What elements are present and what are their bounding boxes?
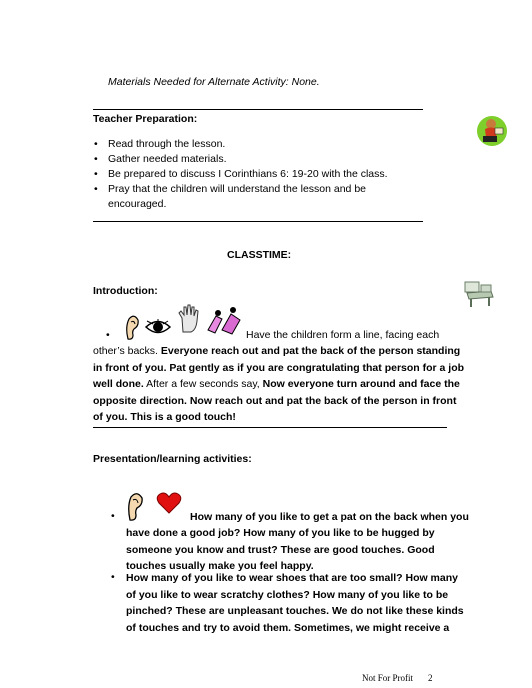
divider-2 <box>93 221 423 222</box>
materials-line: Materials Needed for Alternate Activity: None. <box>108 76 320 88</box>
intro-text-2: Everyone reach out and pat the back of the person standing <box>160 345 461 357</box>
intro-text-4: well done. <box>93 378 144 390</box>
intro-paragraph <box>93 343 513 426</box>
intro-text-6: Now everyone turn around and face the <box>262 378 460 390</box>
intro-text-5: After a few seconds say, <box>146 378 260 390</box>
intro-text-8: of you. This is a good touch! <box>93 411 236 423</box>
teacher-clipart-icon <box>476 114 508 150</box>
presentation-b1-line-4: touches usually make you feel happy. <box>126 560 314 572</box>
footer-text: Not For Profit <box>362 673 414 683</box>
teacher-prep-heading: Teacher Preparation: <box>93 113 198 125</box>
classtime-heading: CLASSTIME: <box>227 249 292 261</box>
presentation-b1-line-2: have done a good job? How many of you like to be hugged by <box>126 527 435 539</box>
presentation-heading: Presentation/learning activities: <box>93 453 252 465</box>
presentation-b2-line-2: of you like to wear scratchy clothes? How many of you like to be <box>126 588 449 601</box>
classroom-desk-icon <box>461 279 497 309</box>
presentation-bullet-1: • <box>111 510 115 522</box>
presentation-b1-line-3: someone you know and trust? These are good touches. Good <box>126 543 435 556</box>
presentation-b2-line-4: of touches and try to avoid them. Sometimes, we might receive a <box>126 621 450 634</box>
presentation-bullet-1-body <box>126 525 486 575</box>
divider-1 <box>93 109 423 110</box>
intro-line-1: Have the children form a line, facing each <box>246 329 440 341</box>
presentation-b2-line-1: How many of you like to wear shoes that are too small? How many <box>126 572 458 584</box>
prep-item-1: • Read through the lesson. <box>108 138 225 150</box>
divider-3 <box>93 427 447 428</box>
presentation-b2-line-3: pinched? These are unpleasant touches. We do not like these kinds <box>126 605 464 617</box>
presentation-bullet-1-line-1: How many of you like to get a pat on the back when you <box>190 511 469 523</box>
introduction-heading: Introduction: <box>93 285 158 297</box>
page-number: 2 <box>428 673 433 683</box>
intro-text-7: opposite direction. Now reach out and pat the back of the person in front <box>93 394 457 407</box>
prep-item-3: • Be prepared to discuss I Corinthians 6: 19-20 with the class. <box>108 168 388 180</box>
intro-text-1: other’s backs. <box>93 345 158 357</box>
presentation-bullet-2-body <box>126 570 496 636</box>
prep-item-4-cont: encouraged. <box>108 198 167 210</box>
intro-bullet: • <box>106 329 110 341</box>
heart-icon <box>156 492 182 514</box>
touch-hands-icon <box>206 306 244 336</box>
intro-text-3: in front of you. Pat gently as if you are congratulating that person for a job <box>93 361 465 374</box>
ear-icon <box>124 313 140 343</box>
prep-item-2: • Gather needed materials. <box>108 153 226 165</box>
eye-icon <box>144 317 172 337</box>
prep-item-4: • Pray that the children will understand the lesson and be <box>108 183 366 195</box>
ear-icon <box>126 490 144 524</box>
presentation-bullet-2: • <box>111 571 115 583</box>
hand-icon <box>177 304 203 334</box>
